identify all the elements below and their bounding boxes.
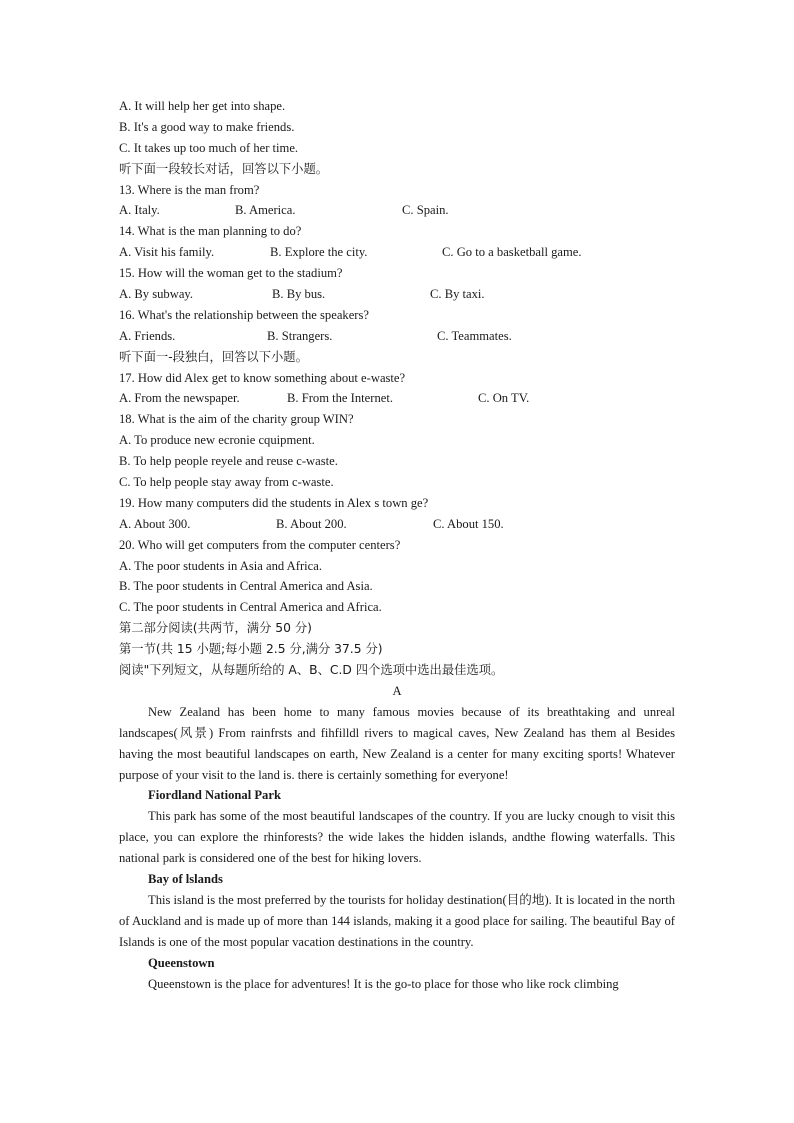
q20-option-a: A. The poor students in Asia and Africa. bbox=[119, 558, 322, 573]
q15-option-b: B. By bus. bbox=[272, 287, 326, 302]
q15-options bbox=[119, 284, 675, 305]
q19-options bbox=[119, 514, 675, 535]
section-monologue: 听下面一-段独白，回答以下小题。 bbox=[119, 349, 308, 364]
q17-option-a: A. From the newspaper. bbox=[119, 391, 240, 406]
queenstown-paragraph: Queenstown is the place for adventures! It is the go-to place for those who like rock climbing bbox=[148, 976, 619, 991]
fiordland-paragraph: This park has some of the most beautiful landscapes of the country. If you are lucky cnough to visit this place, you can explore the rhinforests? the wide lakes the hidden islands, andthe flowing waterfalls. This national park is considered one of the best for hiking lovers. bbox=[119, 809, 675, 866]
section1-title: 第一节(共 15 小题;每小题 2.5 分,满分 37.5 分) bbox=[119, 642, 383, 657]
reading-instructions: 阅读"下列短文，从每题所给的 A、B、C.D 四个选项中选出最佳选项。 bbox=[119, 663, 504, 678]
q18-option-c: C. To help people stay away from c-waste. bbox=[119, 475, 334, 490]
q19-option-c: C. About 150. bbox=[433, 516, 504, 531]
q17-options bbox=[119, 388, 675, 409]
section-long-dialogue: 听下面一段较长对话，回答以下小题。 bbox=[119, 161, 329, 176]
queenstown-heading: Queenstown bbox=[148, 955, 215, 970]
part2-title: 第二部分阅读(共两节，满分 50 分) bbox=[119, 621, 312, 636]
q17-option-c: C. On TV. bbox=[478, 391, 530, 406]
q16-option-b: B. Strangers. bbox=[267, 328, 333, 343]
q14-option-a: A. Visit his family. bbox=[119, 245, 215, 260]
q17-option-b: B. From the Internet. bbox=[287, 391, 393, 406]
q15-option-a: A. By subway. bbox=[119, 287, 194, 302]
q18-option-a: A. To produce new ecronie cquipment. bbox=[119, 433, 315, 448]
q16-option-a: A. Friends. bbox=[119, 328, 176, 343]
q12-option-a: A. It will help her get into shape. bbox=[119, 99, 286, 113]
q13-question: 13. Where is the man from? bbox=[119, 182, 260, 197]
q18-option-b: B. To help people reyele and reuse c-waste. bbox=[119, 454, 338, 469]
document-page bbox=[119, 96, 675, 994]
q17-question: 17. How did Alex get to know something about e-waste? bbox=[119, 370, 406, 385]
q18-question: 18. What is the aim of the charity group WIN? bbox=[119, 412, 354, 427]
fiordland-heading: Fiordland National Park bbox=[148, 788, 281, 803]
passage-label: A bbox=[392, 683, 402, 698]
q15-question: 15. How will the woman get to the stadium? bbox=[119, 266, 343, 281]
q14-question: 14. What is the man planning to do? bbox=[119, 224, 302, 239]
q12-option-b: B. It's a good way to make friends. bbox=[119, 119, 295, 134]
q14-option-b: B. Explore the city. bbox=[270, 245, 368, 260]
q14-option-c: C. Go to a basketball game. bbox=[442, 245, 582, 260]
q15-option-c: C. By taxi. bbox=[430, 287, 485, 302]
q14-options bbox=[119, 242, 675, 263]
intro-paragraph: New Zealand has been home to many famous movies because of its breathtaking and unreal landscapes(风景) From rainfrsts and fihfilldl rivers to magical caves, New Zealand has them al Besides having the most beautiful landscapes on earth, New Zealand is a center for many exciting sports! Whatever purpose of your visit to the land is. there is certainly something for everyone! bbox=[119, 704, 675, 782]
q20-question: 20. Who will get computers from the computer centers? bbox=[119, 537, 401, 552]
q20-option-b: B. The poor students in Central America and Asia. bbox=[119, 579, 373, 594]
q16-option-c: C. Teammates. bbox=[437, 328, 512, 343]
q16-question: 16. What's the relationship between the speakers? bbox=[119, 307, 369, 322]
bay-of-islands-heading: Bay of lslands bbox=[148, 872, 223, 887]
q16-options bbox=[119, 326, 675, 347]
q19-option-b: B. About 200. bbox=[276, 516, 347, 531]
q19-question: 19. How many computers did the students in Alex s town ge? bbox=[119, 495, 429, 510]
q19-option-a: A. About 300. bbox=[119, 516, 191, 531]
q12-option-c: C. It takes up too much of her time. bbox=[119, 140, 299, 155]
bay-of-islands-paragraph: This island is the most preferred by the tourists for holiday destination(目的地). It is located in the north of Auckland and is made up of more than 144 islands, making it a good place for sailing. The beautiful Bay of Islands is one of the most popular vacation destinations in the country. bbox=[119, 892, 675, 949]
q13-options bbox=[119, 200, 675, 221]
q13-option-c: C. Spain. bbox=[402, 203, 449, 218]
q13-option-b: B. America. bbox=[235, 203, 296, 218]
q20-option-c: C. The poor students in Central America and Africa. bbox=[119, 600, 382, 615]
q13-option-a: A. Italy. bbox=[119, 203, 160, 218]
